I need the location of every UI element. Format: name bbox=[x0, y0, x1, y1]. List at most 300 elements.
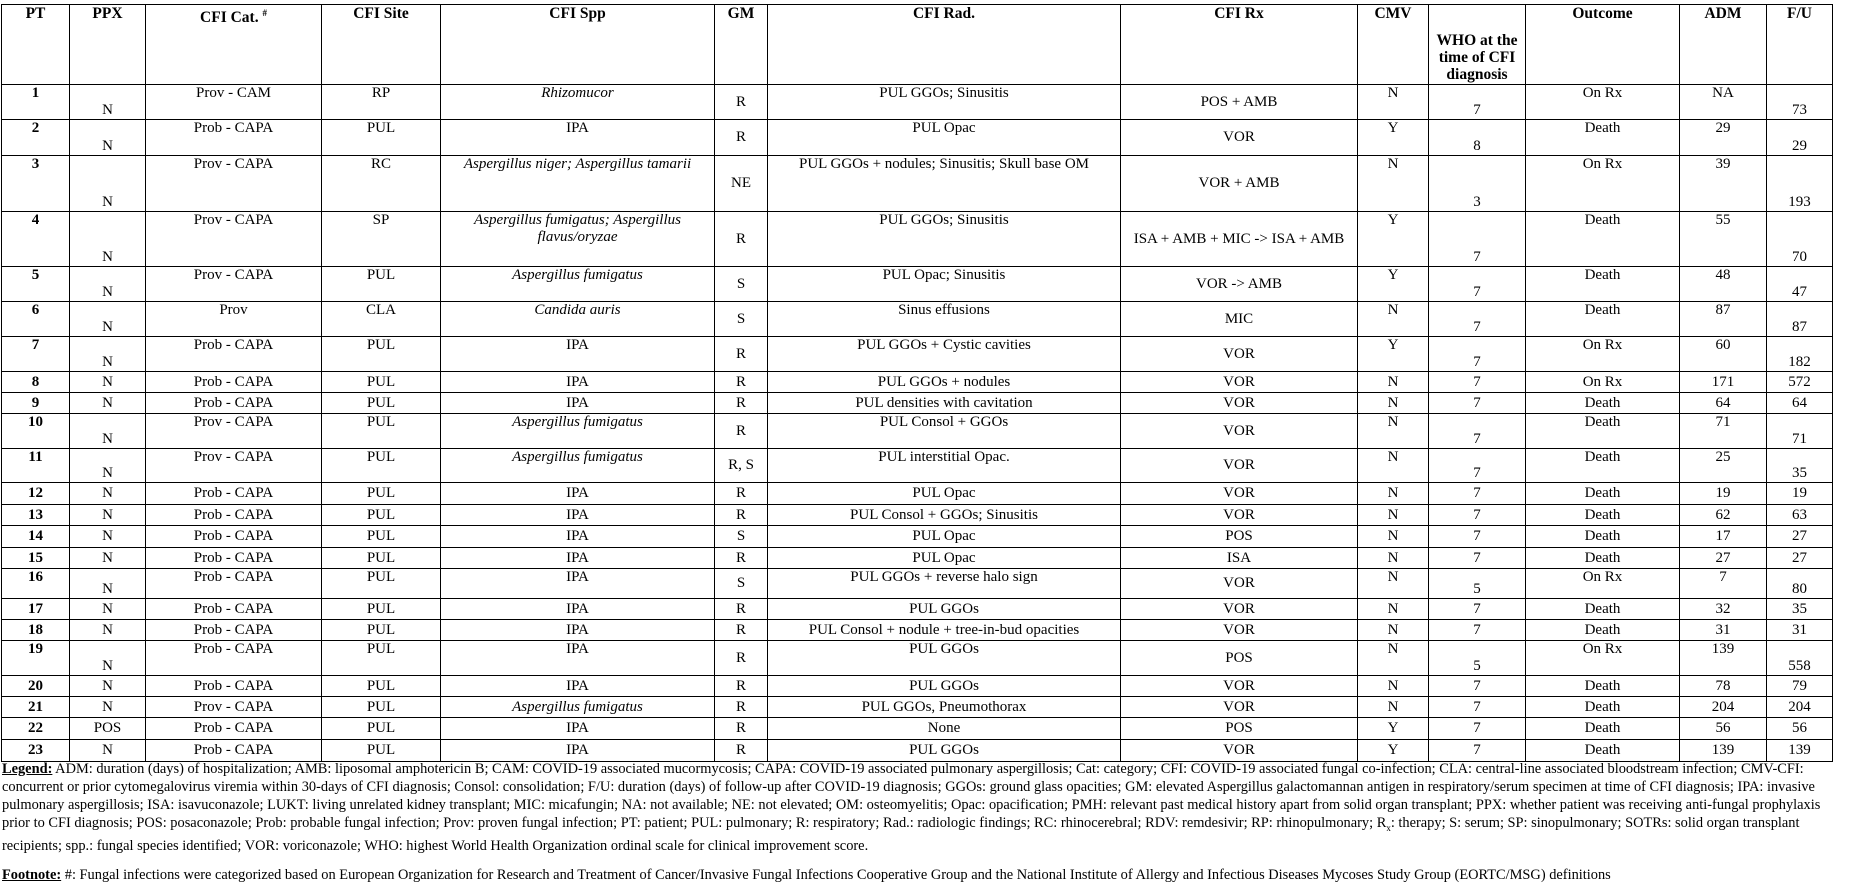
cell-who: 7 bbox=[1429, 676, 1526, 697]
cell-cfi-rx: VOR + AMB bbox=[1121, 156, 1358, 212]
cell-gm: R bbox=[715, 676, 768, 697]
cell-who: 7 bbox=[1429, 483, 1526, 505]
cell-gm: R bbox=[715, 120, 768, 156]
cell-adm: 64 bbox=[1680, 393, 1767, 414]
cell-cfi-spp: IPA bbox=[441, 483, 715, 505]
cell-cfi-rx: VOR bbox=[1121, 740, 1358, 762]
cell-outcome: Death bbox=[1526, 676, 1680, 697]
cell-cfi-spp: Aspergillus fumigatus bbox=[441, 449, 715, 483]
legend-rx-abbrev bbox=[1377, 815, 1391, 831]
cell-who: 7 bbox=[1429, 85, 1526, 120]
cell-cfi-spp: IPA bbox=[441, 372, 715, 393]
cell-cfi-rad: Sinus effusions bbox=[768, 302, 1121, 337]
cell-cfi-rx: VOR bbox=[1121, 414, 1358, 449]
cell-cfi-site: PUL bbox=[322, 569, 441, 599]
cell-ppx: N bbox=[70, 372, 146, 393]
cell-cfi-cat: Prob - CAPA bbox=[146, 548, 322, 569]
cell-cmv: N bbox=[1358, 156, 1429, 212]
cell-cfi-rad: PUL GGOs + Cystic cavities bbox=[768, 337, 1121, 372]
cell-cfi-cat: Prob - CAPA bbox=[146, 483, 322, 505]
cell-pt: 8 bbox=[2, 372, 70, 393]
cell-outcome: Death bbox=[1526, 599, 1680, 620]
cell-cfi-spp: Candida auris bbox=[441, 302, 715, 337]
cell-who: 7 bbox=[1429, 414, 1526, 449]
cell-who: 7 bbox=[1429, 718, 1526, 740]
cell-pt: 2 bbox=[2, 120, 70, 156]
table-row bbox=[2, 569, 1833, 599]
cell-cfi-cat: Prob - CAPA bbox=[146, 526, 322, 548]
cell-fu: 87 bbox=[1767, 302, 1833, 337]
cell-cfi-cat: Prov - CAPA bbox=[146, 156, 322, 212]
cell-who: 3 bbox=[1429, 156, 1526, 212]
header-cfi-spp: CFI Spp bbox=[441, 5, 715, 85]
cell-cfi-spp: IPA bbox=[441, 620, 715, 641]
cell-ppx: N bbox=[70, 641, 146, 676]
cell-gm: S bbox=[715, 267, 768, 302]
cell-adm: 7 bbox=[1680, 569, 1767, 599]
cell-gm: S bbox=[715, 569, 768, 599]
cell-who: 5 bbox=[1429, 569, 1526, 599]
cell-cfi-site: PUL bbox=[322, 505, 441, 526]
table-row bbox=[2, 483, 1833, 505]
cell-fu: 19 bbox=[1767, 483, 1833, 505]
cell-ppx: N bbox=[70, 697, 146, 718]
legend-rx-sub: x bbox=[1386, 822, 1391, 833]
cell-gm: S bbox=[715, 302, 768, 337]
legend bbox=[2, 760, 1832, 855]
cell-adm: 19 bbox=[1680, 483, 1767, 505]
cell-who: 7 bbox=[1429, 740, 1526, 762]
cell-cfi-site: PUL bbox=[322, 718, 441, 740]
cell-cfi-site: PUL bbox=[322, 393, 441, 414]
cell-pt: 18 bbox=[2, 620, 70, 641]
cell-cfi-rad: PUL Consol + GGOs bbox=[768, 414, 1121, 449]
cell-cfi-rad: PUL GGOs, Pneumothorax bbox=[768, 697, 1121, 718]
cell-adm: NA bbox=[1680, 85, 1767, 120]
cell-cfi-rad: PUL GGOs; Sinusitis bbox=[768, 85, 1121, 120]
cell-cfi-rad: PUL GGOs bbox=[768, 599, 1121, 620]
header-pt: PT bbox=[2, 5, 70, 85]
cell-cfi-site: PUL bbox=[322, 372, 441, 393]
cfi-patient-table bbox=[1, 4, 1833, 762]
cell-gm: R bbox=[715, 697, 768, 718]
cell-cfi-cat: Prob - CAPA bbox=[146, 337, 322, 372]
cell-who: 7 bbox=[1429, 620, 1526, 641]
cell-adm: 31 bbox=[1680, 620, 1767, 641]
cell-outcome: On Rx bbox=[1526, 85, 1680, 120]
cell-fu: 35 bbox=[1767, 449, 1833, 483]
cell-who: 7 bbox=[1429, 337, 1526, 372]
cell-cmv: N bbox=[1358, 505, 1429, 526]
cell-fu: 71 bbox=[1767, 414, 1833, 449]
cell-cfi-cat: Prov - CAPA bbox=[146, 414, 322, 449]
cell-cmv: N bbox=[1358, 85, 1429, 120]
cell-cfi-rx: VOR bbox=[1121, 505, 1358, 526]
cell-adm: 171 bbox=[1680, 372, 1767, 393]
cell-adm: 17 bbox=[1680, 526, 1767, 548]
table-row bbox=[2, 740, 1833, 762]
cell-ppx: N bbox=[70, 676, 146, 697]
cell-cmv: N bbox=[1358, 641, 1429, 676]
cell-cfi-site: PUL bbox=[322, 449, 441, 483]
cell-outcome: Death bbox=[1526, 414, 1680, 449]
cell-ppx: N bbox=[70, 740, 146, 762]
cell-cfi-rad: PUL GGOs bbox=[768, 676, 1121, 697]
cell-cfi-cat: Prov - CAPA bbox=[146, 449, 322, 483]
cell-fu: 27 bbox=[1767, 526, 1833, 548]
cell-adm: 60 bbox=[1680, 337, 1767, 372]
cell-ppx: N bbox=[70, 449, 146, 483]
cell-cfi-cat: Prov - CAM bbox=[146, 85, 322, 120]
cell-cfi-rad: PUL Opac bbox=[768, 483, 1121, 505]
cell-who: 7 bbox=[1429, 302, 1526, 337]
table-row bbox=[2, 212, 1833, 267]
cell-cfi-rx: VOR bbox=[1121, 337, 1358, 372]
cell-outcome: Death bbox=[1526, 718, 1680, 740]
cell-gm: NE bbox=[715, 156, 768, 212]
cell-fu: 193 bbox=[1767, 156, 1833, 212]
cell-cmv: N bbox=[1358, 393, 1429, 414]
cell-outcome: Death bbox=[1526, 393, 1680, 414]
cell-cfi-spp: Aspergillus fumigatus bbox=[441, 697, 715, 718]
cell-outcome: Death bbox=[1526, 449, 1680, 483]
cell-adm: 56 bbox=[1680, 718, 1767, 740]
table-row bbox=[2, 393, 1833, 414]
cell-gm: R bbox=[715, 548, 768, 569]
table-row bbox=[2, 337, 1833, 372]
cell-cmv: N bbox=[1358, 414, 1429, 449]
cell-cmv: N bbox=[1358, 483, 1429, 505]
cell-outcome: Death bbox=[1526, 526, 1680, 548]
cell-pt: 22 bbox=[2, 718, 70, 740]
cell-adm: 48 bbox=[1680, 267, 1767, 302]
cell-cfi-spp: IPA bbox=[441, 337, 715, 372]
cell-fu: 558 bbox=[1767, 641, 1833, 676]
cell-cfi-rx: VOR bbox=[1121, 599, 1358, 620]
table-row bbox=[2, 267, 1833, 302]
cell-pt: 6 bbox=[2, 302, 70, 337]
table-row bbox=[2, 120, 1833, 156]
cell-who: 7 bbox=[1429, 267, 1526, 302]
cell-cfi-rad: PUL Consol + GGOs; Sinusitis bbox=[768, 505, 1121, 526]
cell-cfi-rx: ISA + AMB + MIC -> ISA + AMB bbox=[1121, 212, 1358, 267]
cell-cmv: N bbox=[1358, 372, 1429, 393]
cell-outcome: On Rx bbox=[1526, 372, 1680, 393]
cell-ppx: N bbox=[70, 483, 146, 505]
cell-adm: 32 bbox=[1680, 599, 1767, 620]
header-cfi-cat-label: CFI Cat. bbox=[200, 9, 259, 27]
legend-text-part1: ADM: duration (days) of hospitalization; AMB: liposomal amphotericin B; CAM: COVID-19 associated mucormycosis; CAPA: COVID-19 associated pulmonary aspergillosis; Cat: category; CFI: COVID-19 associated fungal co-infection; CLA: central-line associated bloodstream infection; CMV-CFI: concurrent or prior cytomegalovirus viremia within 30-days of CFI diagnosis; Consol: consolidation; F/U: duration (days) of follow-up after COVID-19 diagnosis; GGOs: ground glass opacities; GM: elevated Aspergillus galactomannan antigen in respiratory/serum specimen at time of CFI diagnosis; IPA: invasive pulmonary aspergillosis; ISA: isavuconazole; LUKT: living unrelated kidney transplant; MIC: micafungin; NA: not available; NE: not elevated; OM: osteomyelitis; Opac: opacification; PMH: relevant past medical history apart from solid organ transplant; PPX: whether patient was receiving anti-fungal prophylaxis prior to CFI diagnosis; POS: posaconazole; Prob: probable fungal infection; Prov: proven fungal infection; PT: patient; PUL: pulmonary; R: respiratory; Rad.: radiologic findings; RC: rhinocerebral; RDV: remdesivir; RP: rhinopulmonary; bbox=[2, 761, 1821, 831]
cell-outcome: Death bbox=[1526, 740, 1680, 762]
header-cfi-cat-footnote-mark: # bbox=[262, 8, 267, 18]
table-row bbox=[2, 449, 1833, 483]
cell-cfi-rx: VOR bbox=[1121, 676, 1358, 697]
cell-cmv: N bbox=[1358, 449, 1429, 483]
cell-cfi-site: PUL bbox=[322, 414, 441, 449]
cell-cmv: Y bbox=[1358, 740, 1429, 762]
table-row bbox=[2, 599, 1833, 620]
cell-outcome: Death bbox=[1526, 212, 1680, 267]
header-who: WHO at the time of CFI diagnosis bbox=[1429, 5, 1526, 85]
cell-cfi-cat: Prov - CAPA bbox=[146, 212, 322, 267]
cell-cfi-rx: MIC bbox=[1121, 302, 1358, 337]
cell-cfi-cat: Prov - CAPA bbox=[146, 267, 322, 302]
cell-fu: 204 bbox=[1767, 697, 1833, 718]
cell-cfi-rad: PUL Opac bbox=[768, 548, 1121, 569]
cell-cfi-cat: Prob - CAPA bbox=[146, 718, 322, 740]
cell-gm: R, S bbox=[715, 449, 768, 483]
cell-cfi-spp: IPA bbox=[441, 505, 715, 526]
footnote bbox=[2, 866, 1832, 884]
cell-pt: 11 bbox=[2, 449, 70, 483]
cell-cfi-rad: PUL Opac bbox=[768, 526, 1121, 548]
cell-gm: R bbox=[715, 372, 768, 393]
cell-who: 7 bbox=[1429, 372, 1526, 393]
cell-who: 7 bbox=[1429, 505, 1526, 526]
cell-cfi-spp: Rhizomucor bbox=[441, 85, 715, 120]
cell-cfi-rx: POS bbox=[1121, 526, 1358, 548]
cell-cfi-spp: IPA bbox=[441, 526, 715, 548]
cell-adm: 39 bbox=[1680, 156, 1767, 212]
cell-cfi-spp: IPA bbox=[441, 718, 715, 740]
cell-cfi-rx: ISA bbox=[1121, 548, 1358, 569]
cell-ppx: N bbox=[70, 85, 146, 120]
cell-cfi-site: PUL bbox=[322, 548, 441, 569]
cell-pt: 10 bbox=[2, 414, 70, 449]
header-cfi-cat bbox=[146, 5, 322, 85]
table-row bbox=[2, 85, 1833, 120]
cell-cfi-site: PUL bbox=[322, 337, 441, 372]
cell-outcome: On Rx bbox=[1526, 156, 1680, 212]
cell-gm: R bbox=[715, 414, 768, 449]
cell-cfi-spp: Aspergillus niger; Aspergillus tamarii bbox=[441, 156, 715, 212]
table-row bbox=[2, 620, 1833, 641]
header-cfi-site: CFI Site bbox=[322, 5, 441, 85]
header-fu: F/U bbox=[1767, 5, 1833, 85]
cell-outcome: Death bbox=[1526, 267, 1680, 302]
cell-ppx: N bbox=[70, 620, 146, 641]
cell-cfi-site: PUL bbox=[322, 620, 441, 641]
cell-cmv: N bbox=[1358, 569, 1429, 599]
table-row bbox=[2, 156, 1833, 212]
header-adm: ADM bbox=[1680, 5, 1767, 85]
cell-cfi-site: PUL bbox=[322, 599, 441, 620]
cell-cfi-site: SP bbox=[322, 212, 441, 267]
table-row bbox=[2, 697, 1833, 718]
cell-fu: 182 bbox=[1767, 337, 1833, 372]
cell-cfi-spp: Aspergillus fumigatus bbox=[441, 267, 715, 302]
cell-cfi-site: PUL bbox=[322, 120, 441, 156]
table-row bbox=[2, 414, 1833, 449]
cell-pt: 4 bbox=[2, 212, 70, 267]
table-row bbox=[2, 548, 1833, 569]
cell-cfi-spp: IPA bbox=[441, 393, 715, 414]
cell-pt: 16 bbox=[2, 569, 70, 599]
cell-ppx: N bbox=[70, 569, 146, 599]
cell-fu: 572 bbox=[1767, 372, 1833, 393]
cell-fu: 35 bbox=[1767, 599, 1833, 620]
cell-ppx: N bbox=[70, 393, 146, 414]
cell-cfi-rx: VOR bbox=[1121, 120, 1358, 156]
cell-pt: 14 bbox=[2, 526, 70, 548]
cell-cfi-spp: IPA bbox=[441, 548, 715, 569]
cell-gm: R bbox=[715, 337, 768, 372]
cell-cmv: Y bbox=[1358, 718, 1429, 740]
header-cfi-rad: CFI Rad. bbox=[768, 5, 1121, 85]
cell-gm: R bbox=[715, 393, 768, 414]
cell-ppx: POS bbox=[70, 718, 146, 740]
cell-cfi-rx: VOR bbox=[1121, 569, 1358, 599]
cell-cfi-cat: Prov bbox=[146, 302, 322, 337]
cell-adm: 62 bbox=[1680, 505, 1767, 526]
header-cmv: CMV bbox=[1358, 5, 1429, 85]
cell-who: 7 bbox=[1429, 449, 1526, 483]
cell-cfi-rx: VOR bbox=[1121, 483, 1358, 505]
cell-gm: R bbox=[715, 740, 768, 762]
cell-cfi-cat: Prob - CAPA bbox=[146, 740, 322, 762]
cell-cfi-rx: VOR -> AMB bbox=[1121, 267, 1358, 302]
cell-ppx: N bbox=[70, 120, 146, 156]
cell-adm: 139 bbox=[1680, 740, 1767, 762]
table-row bbox=[2, 641, 1833, 676]
cell-cmv: Y bbox=[1358, 337, 1429, 372]
cell-pt: 15 bbox=[2, 548, 70, 569]
cell-cfi-site: RC bbox=[322, 156, 441, 212]
cell-outcome: Death bbox=[1526, 620, 1680, 641]
cell-fu: 47 bbox=[1767, 267, 1833, 302]
cell-gm: R bbox=[715, 505, 768, 526]
cell-pt: 7 bbox=[2, 337, 70, 372]
cell-fu: 79 bbox=[1767, 676, 1833, 697]
cell-pt: 9 bbox=[2, 393, 70, 414]
header-gm: GM bbox=[715, 5, 768, 85]
cell-gm: R bbox=[715, 85, 768, 120]
cell-who: 7 bbox=[1429, 212, 1526, 267]
cell-cfi-rx: POS bbox=[1121, 718, 1358, 740]
cell-outcome: Death bbox=[1526, 697, 1680, 718]
header-cfi-rx: CFI Rx bbox=[1121, 5, 1358, 85]
cell-cmv: N bbox=[1358, 302, 1429, 337]
cell-gm: R bbox=[715, 620, 768, 641]
cell-fu: 139 bbox=[1767, 740, 1833, 762]
cell-adm: 78 bbox=[1680, 676, 1767, 697]
cell-cfi-rad: PUL GGOs + nodules bbox=[768, 372, 1121, 393]
cell-cmv: Y bbox=[1358, 120, 1429, 156]
cell-cfi-site: PUL bbox=[322, 483, 441, 505]
cell-fu: 70 bbox=[1767, 212, 1833, 267]
cell-ppx: N bbox=[70, 302, 146, 337]
cell-cfi-rx: VOR bbox=[1121, 393, 1358, 414]
cell-cfi-spp: IPA bbox=[441, 740, 715, 762]
cell-pt: 17 bbox=[2, 599, 70, 620]
cell-cfi-cat: Prov - CAPA bbox=[146, 697, 322, 718]
cell-who: 7 bbox=[1429, 548, 1526, 569]
cell-cmv: N bbox=[1358, 599, 1429, 620]
cell-adm: 139 bbox=[1680, 641, 1767, 676]
cell-outcome: Death bbox=[1526, 120, 1680, 156]
cell-adm: 29 bbox=[1680, 120, 1767, 156]
cell-adm: 87 bbox=[1680, 302, 1767, 337]
cell-cfi-site: PUL bbox=[322, 697, 441, 718]
cell-cfi-cat: Prob - CAPA bbox=[146, 569, 322, 599]
cell-cfi-spp: Aspergillus fumigatus bbox=[441, 414, 715, 449]
cell-cfi-site: PUL bbox=[322, 641, 441, 676]
cell-pt: 19 bbox=[2, 641, 70, 676]
cell-pt: 23 bbox=[2, 740, 70, 762]
table-row bbox=[2, 372, 1833, 393]
cell-who: 5 bbox=[1429, 641, 1526, 676]
cell-cfi-rad: None bbox=[768, 718, 1121, 740]
cell-outcome: Death bbox=[1526, 483, 1680, 505]
cell-pt: 3 bbox=[2, 156, 70, 212]
footnote-label: Footnote: bbox=[2, 867, 62, 883]
cell-gm: R bbox=[715, 483, 768, 505]
cell-cfi-site: PUL bbox=[322, 526, 441, 548]
cell-cfi-spp: IPA bbox=[441, 599, 715, 620]
cell-fu: 31 bbox=[1767, 620, 1833, 641]
cell-cfi-rad: PUL GGOs bbox=[768, 641, 1121, 676]
cell-pt: 12 bbox=[2, 483, 70, 505]
cell-ppx: N bbox=[70, 505, 146, 526]
legend-text-part2: : therapy; S: serum; SP: sinopulmonary; SOTRs: solid organ transplant recipients; spp.: fungal species identified; VOR: voriconazole; WHO: highest World Health Organization ordinal scale for clinical improvement score. bbox=[2, 815, 1800, 854]
header-row bbox=[2, 5, 1833, 85]
table-row bbox=[2, 302, 1833, 337]
cell-cmv: N bbox=[1358, 526, 1429, 548]
legend-rx-main: R bbox=[1376, 815, 1387, 831]
cell-cfi-rad: PUL interstitial Opac. bbox=[768, 449, 1121, 483]
cell-gm: R bbox=[715, 212, 768, 267]
cell-ppx: N bbox=[70, 212, 146, 267]
footnote-text: #: Fungal infections were categorized based on European Organization for Research and Treatment of Cancer/Invasive Fungal Infections Cooperative Group and the National Institute of Allergy and Infectious Diseases Mycoses Study Group (EORTC/MSG) definitions bbox=[61, 867, 1611, 883]
cell-gm: R bbox=[715, 641, 768, 676]
cell-gm: S bbox=[715, 526, 768, 548]
cell-adm: 55 bbox=[1680, 212, 1767, 267]
table-row bbox=[2, 526, 1833, 548]
cell-cfi-cat: Prob - CAPA bbox=[146, 393, 322, 414]
cell-outcome: Death bbox=[1526, 548, 1680, 569]
cell-fu: 63 bbox=[1767, 505, 1833, 526]
cell-cfi-spp: IPA bbox=[441, 569, 715, 599]
cell-who: 7 bbox=[1429, 526, 1526, 548]
header-ppx: PPX bbox=[70, 5, 146, 85]
cell-cfi-site: RP bbox=[322, 85, 441, 120]
cell-cfi-rx: VOR bbox=[1121, 697, 1358, 718]
cell-fu: 29 bbox=[1767, 120, 1833, 156]
cell-cmv: Y bbox=[1358, 267, 1429, 302]
cell-cfi-cat: Prob - CAPA bbox=[146, 599, 322, 620]
cell-cfi-spp: Aspergillus fumigatus; Aspergillus flavus/oryzae bbox=[441, 212, 715, 267]
cell-cfi-rx: VOR bbox=[1121, 449, 1358, 483]
cell-pt: 1 bbox=[2, 85, 70, 120]
cell-outcome: On Rx bbox=[1526, 337, 1680, 372]
cell-cfi-cat: Prob - CAPA bbox=[146, 676, 322, 697]
cell-cfi-cat: Prob - CAPA bbox=[146, 120, 322, 156]
cell-ppx: N bbox=[70, 414, 146, 449]
table-body bbox=[2, 85, 1833, 762]
cell-ppx: N bbox=[70, 548, 146, 569]
cell-fu: 73 bbox=[1767, 85, 1833, 120]
cell-cfi-cat: Prob - CAPA bbox=[146, 505, 322, 526]
cell-cmv: Y bbox=[1358, 212, 1429, 267]
cell-cfi-cat: Prob - CAPA bbox=[146, 620, 322, 641]
cell-cfi-rad: PUL GGOs + nodules; Sinusitis; Skull base OM bbox=[768, 156, 1121, 212]
cell-outcome: On Rx bbox=[1526, 641, 1680, 676]
table-row bbox=[2, 676, 1833, 697]
cell-cfi-rad: PUL densities with cavitation bbox=[768, 393, 1121, 414]
cell-cmv: N bbox=[1358, 548, 1429, 569]
table-row bbox=[2, 718, 1833, 740]
cell-pt: 21 bbox=[2, 697, 70, 718]
